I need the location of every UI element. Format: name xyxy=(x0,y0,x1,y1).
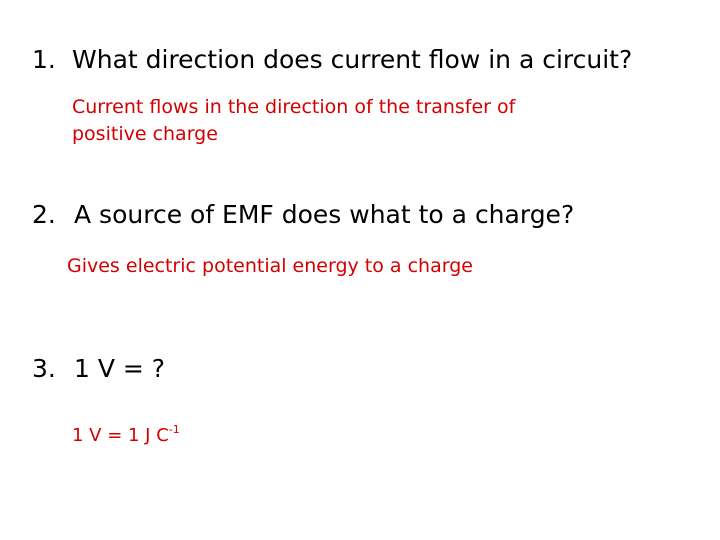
answer-2: Gives electric potential energy to a charge xyxy=(67,255,473,277)
question-1-text: What direction does current flow in a circuit? xyxy=(72,45,633,74)
question-2 xyxy=(32,200,574,230)
question-3-text: 1 V = ? xyxy=(74,354,166,383)
question-2-number: 2. xyxy=(32,200,56,229)
question-3 xyxy=(32,354,165,384)
answer-3-exponent: -1 xyxy=(168,423,180,436)
answer-3-base: 1 V = 1 J C xyxy=(72,425,169,446)
answer-1: Current flows in the direction of the transfer of positive charge xyxy=(72,96,516,145)
question-1-number: 1. xyxy=(32,45,56,74)
question-1 xyxy=(32,45,632,75)
question-2-text: A source of EMF does what to a charge? xyxy=(74,200,575,229)
answer-3 xyxy=(72,422,180,449)
question-3-number: 3. xyxy=(32,354,56,383)
